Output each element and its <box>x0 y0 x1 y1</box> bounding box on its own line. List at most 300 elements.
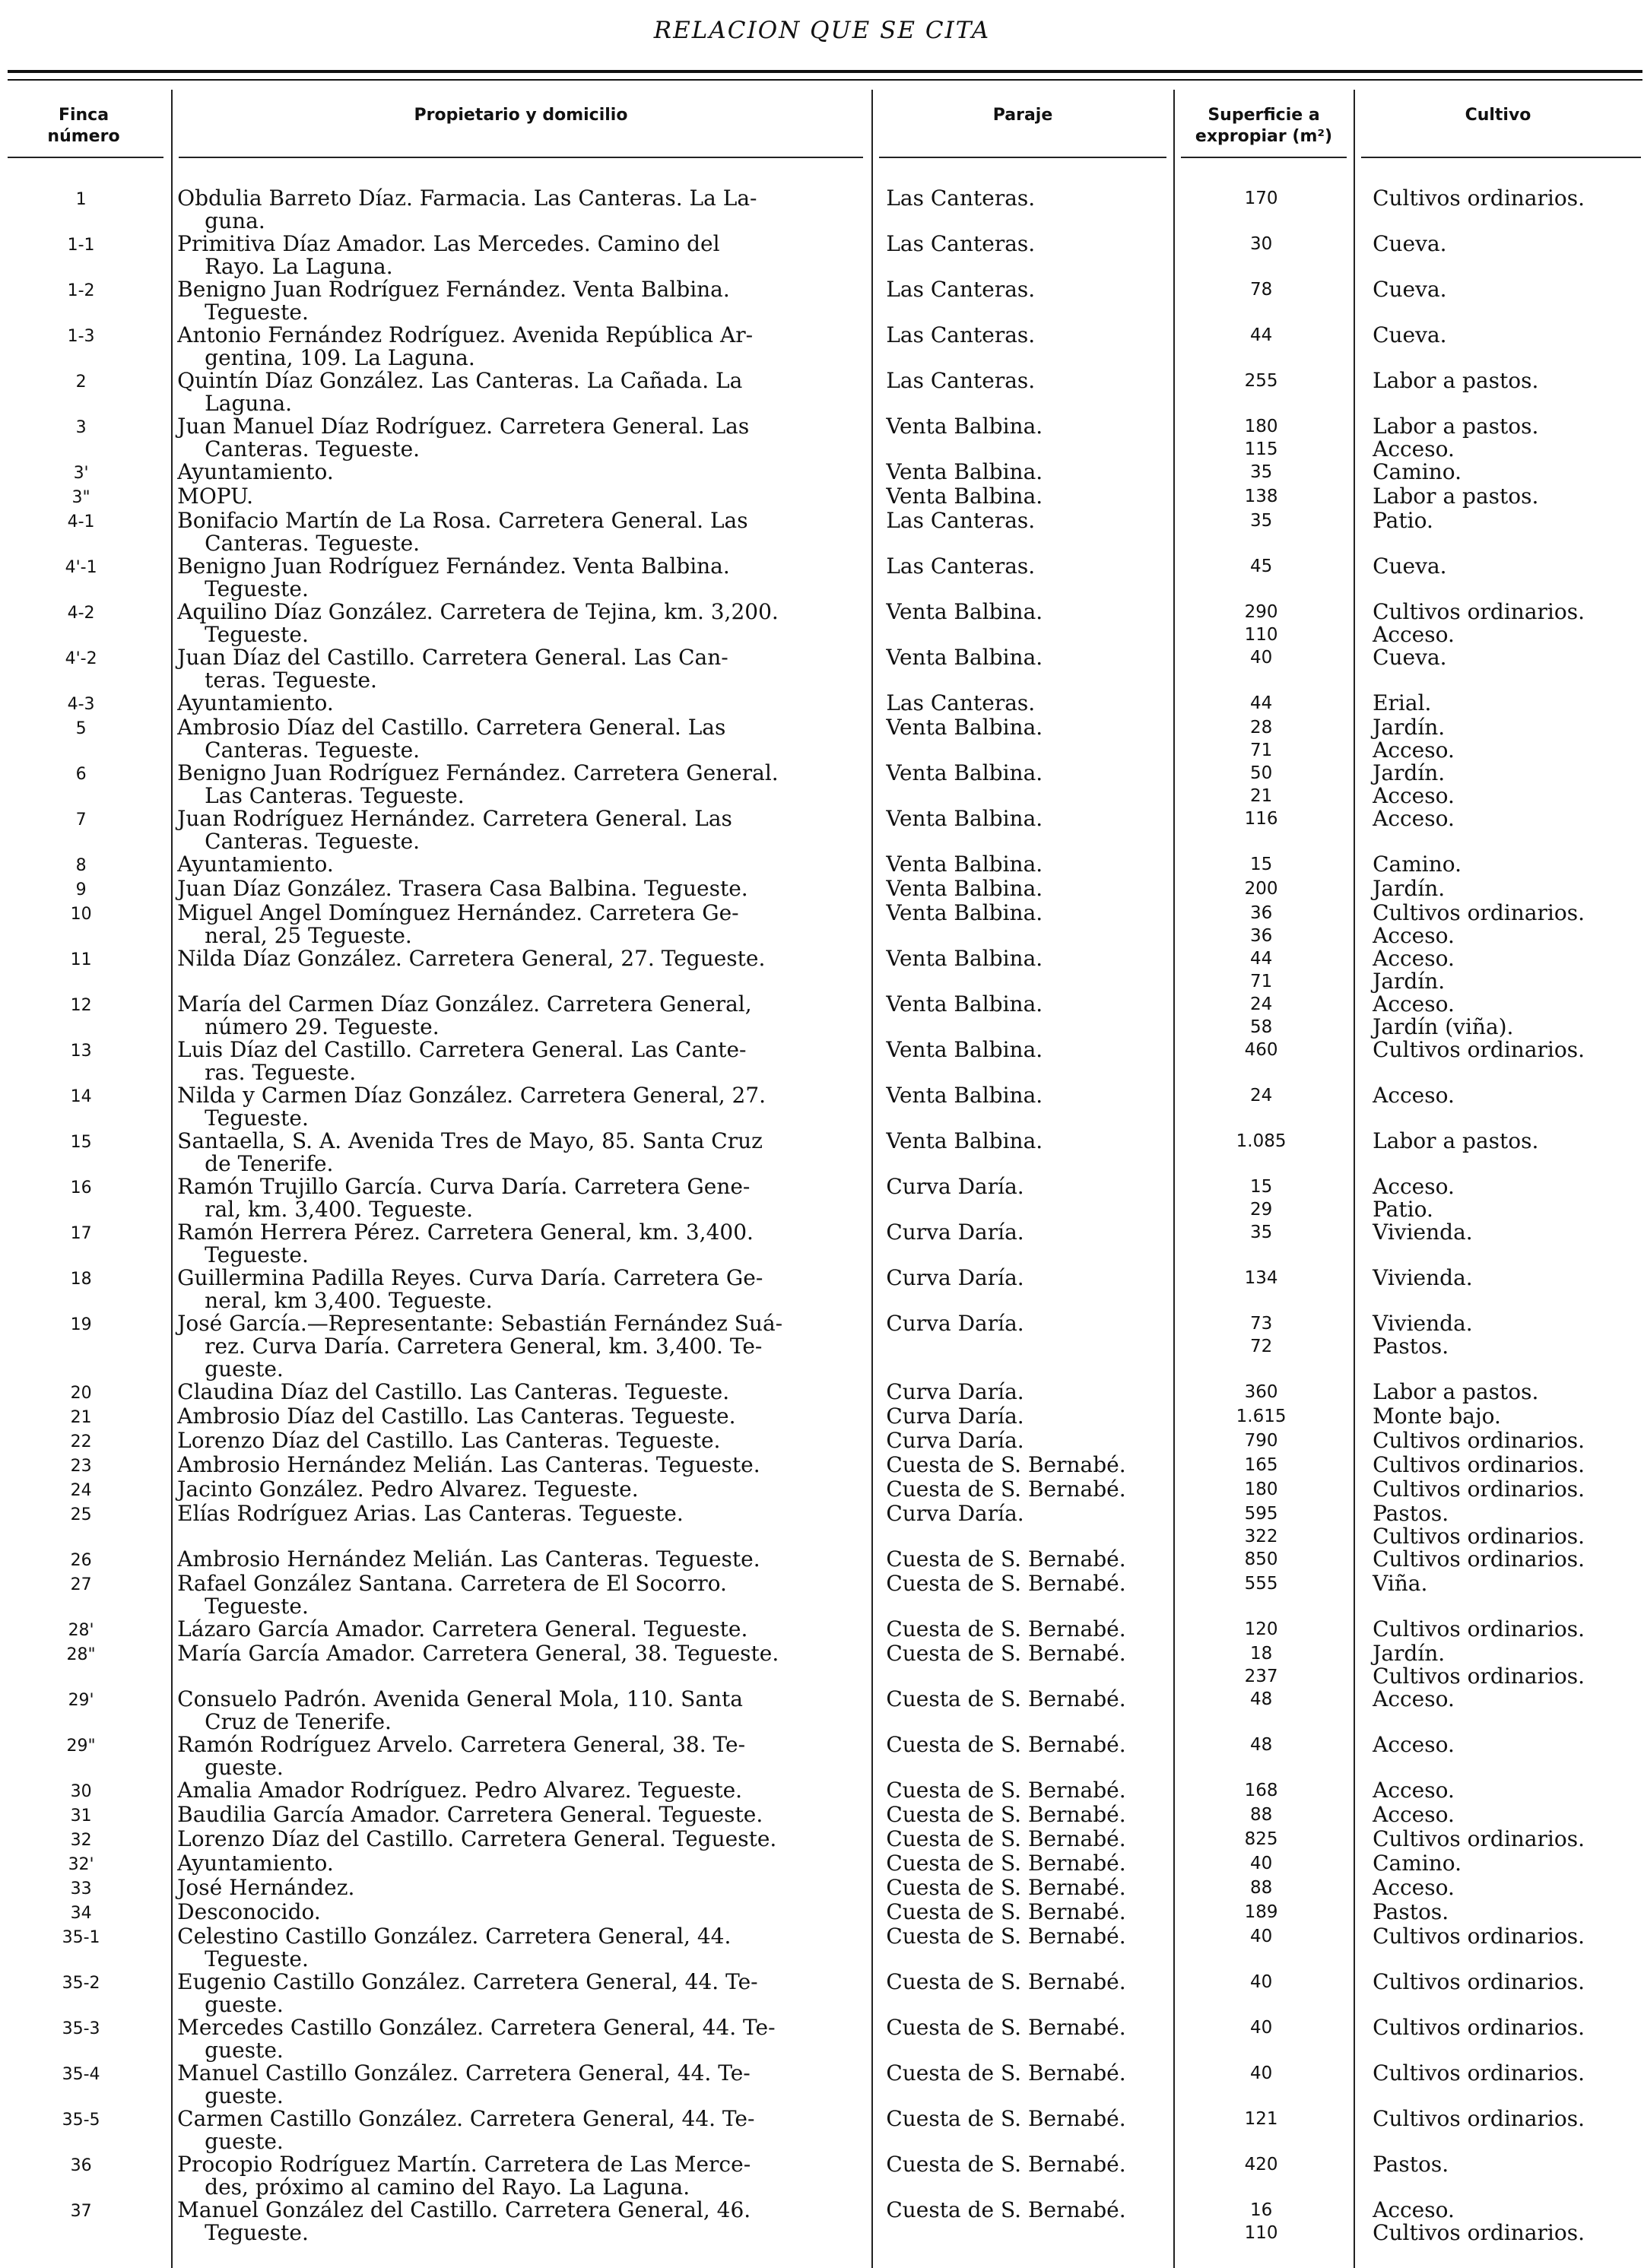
table-row <box>0 555 1644 601</box>
surface-cell <box>1173 187 1350 233</box>
owner-address <box>177 2062 874 2108</box>
surface-cell <box>1173 1130 1350 1175</box>
crop-cell <box>1373 2062 1644 2108</box>
owner-address <box>177 1876 874 1901</box>
owner-address-line: gueste. <box>205 1356 284 1381</box>
finca-number: 1 <box>75 190 87 209</box>
crop-cell <box>1373 1381 1644 1405</box>
surface-cell <box>1173 1454 1350 1478</box>
finca-number: 18 <box>70 1270 92 1289</box>
surface-value: 180 <box>1244 1480 1278 1499</box>
crop-value: Cueva. <box>1373 277 1447 302</box>
surface-value: 44 <box>1249 325 1273 345</box>
crop-cell <box>1373 2199 1644 2244</box>
crop-value: Acceso. <box>1373 923 1455 948</box>
finca-number: 1-1 <box>67 236 95 255</box>
surface-value: 255 <box>1244 371 1278 391</box>
surface-cell <box>1173 1572 1350 1618</box>
paraje-cell: Cuesta de S. Bernabé. <box>886 1802 1126 1827</box>
owner-address <box>177 187 874 233</box>
surface-cell <box>1173 1039 1350 1084</box>
surface-cell <box>1173 461 1350 485</box>
crop-cell <box>1373 1478 1644 1502</box>
table-row <box>0 187 1644 233</box>
crop-cell <box>1373 1642 1644 1688</box>
surface-cell <box>1173 993 1350 1039</box>
surface-cell <box>1173 509 1350 555</box>
table-row <box>0 1221 1644 1267</box>
crop-value: Cultivos ordinarios. <box>1373 1616 1585 1642</box>
paraje-cell: Curva Daría. <box>886 1265 1024 1290</box>
table-row <box>0 1925 1644 1971</box>
surface-value: 40 <box>1249 2018 1273 2038</box>
finca-number: 21 <box>70 1408 92 1427</box>
header-underline <box>8 157 163 158</box>
owner-address-line: Manuel Castillo González. Carretera General, 44. Te- <box>177 2060 751 2086</box>
owner-address <box>177 1852 874 1876</box>
owner-address <box>177 902 874 947</box>
surface-value: 18 <box>1249 1644 1273 1664</box>
crop-value: Cultivos ordinarios. <box>1373 1826 1585 1851</box>
owner-address <box>177 716 874 762</box>
paraje-cell: Curva Daría. <box>886 1379 1024 1404</box>
paraje-cell: Las Canteras. <box>886 231 1036 256</box>
table-row <box>0 1429 1644 1454</box>
table-row <box>0 762 1644 807</box>
finca-number: 4'-2 <box>65 649 97 668</box>
owner-address-line: Consuelo Padrón. Avenida General Mola, 110. Santa <box>177 1686 743 1711</box>
finca-number: 28' <box>68 1621 94 1640</box>
surface-cell <box>1173 692 1350 716</box>
crop-cell <box>1373 646 1644 692</box>
surface-cell <box>1173 1642 1350 1688</box>
paraje-cell: Venta Balbina. <box>886 946 1043 971</box>
surface-value: 322 <box>1244 1527 1278 1546</box>
header-underline <box>1361 157 1641 158</box>
crop-cell <box>1373 947 1644 993</box>
finca-number: 35-2 <box>62 1974 100 1993</box>
crop-value: Erial. <box>1373 690 1432 715</box>
crop-cell <box>1373 415 1644 461</box>
surface-value: 116 <box>1244 809 1278 829</box>
surface-value: 40 <box>1249 1972 1273 1992</box>
paraje-cell: Cuesta de S. Bernabé. <box>886 2197 1126 2222</box>
owner-address-line: Tegueste. <box>205 2220 309 2245</box>
header-superficie-line1: Superficie a <box>1208 106 1320 125</box>
owner-address-line: número 29. Tegueste. <box>205 1014 440 1039</box>
surface-value: 88 <box>1249 1878 1273 1898</box>
paraje-cell: Venta Balbina. <box>886 852 1043 877</box>
crop-cell <box>1373 1175 1644 1221</box>
owner-address <box>177 1502 874 1548</box>
owner-address-line: Nilda Díaz González. Carretera General, 27. Tegueste. <box>177 946 766 971</box>
crop-cell <box>1373 877 1644 902</box>
surface-cell <box>1173 1779 1350 1803</box>
paraje-cell: Venta Balbina. <box>886 1128 1043 1153</box>
crop-value: Acceso. <box>1373 1732 1455 1757</box>
owner-address-line: Laguna. <box>205 391 293 416</box>
paraje-cell: Venta Balbina. <box>886 806 1043 831</box>
owner-address <box>177 324 874 370</box>
owner-address-line: Antonio Fernández Rodríguez. Avenida República Ar- <box>177 322 754 347</box>
crop-cell <box>1373 1130 1644 1175</box>
owner-address <box>177 2199 874 2244</box>
crop-value: Acceso. <box>1373 1875 1455 1900</box>
owner-address-line: Lorenzo Díaz del Castillo. Carretera General. Tegueste. <box>177 1826 777 1851</box>
owner-address <box>177 485 874 509</box>
crop-value: Jardín. <box>1373 1641 1446 1666</box>
paraje-cell: Las Canteras. <box>886 186 1036 211</box>
crop-value: Cueva. <box>1373 231 1447 256</box>
owner-address-line: gueste. <box>205 2083 284 2108</box>
paraje-cell: Curva Daría. <box>886 1501 1024 1526</box>
owner-address-line: Ayuntamiento. <box>177 459 334 484</box>
surface-cell <box>1173 1876 1350 1901</box>
owner-address <box>177 370 874 415</box>
surface-value: 420 <box>1244 2155 1278 2174</box>
owner-address-line: Nilda y Carmen Díaz González. Carretera General, 27. <box>177 1083 766 1108</box>
finca-number: 3" <box>71 488 90 507</box>
surface-cell <box>1173 762 1350 807</box>
surface-cell <box>1173 1405 1350 1429</box>
finca-number: 37 <box>70 2202 92 2221</box>
paraje-cell: Cuesta de S. Bernabé. <box>886 1778 1126 1803</box>
table-row <box>0 2153 1644 2199</box>
owner-address-line: MOPU. <box>177 484 254 509</box>
owner-address-line: Cruz de Tenerife. <box>205 1709 392 1734</box>
owner-address-line: Tegueste. <box>205 1242 309 1267</box>
finca-number: 1-2 <box>67 281 95 300</box>
crop-cell <box>1373 1688 1644 1734</box>
finca-number: 32' <box>68 1855 94 1874</box>
finca-number: 29" <box>66 1737 96 1756</box>
surface-cell <box>1173 877 1350 902</box>
paraje-cell: Venta Balbina. <box>886 414 1043 439</box>
owner-address-line: Ambrosio Hernández Melián. Las Canteras. Tegueste. <box>177 1452 760 1477</box>
crop-value: Jardín. <box>1373 969 1446 994</box>
surface-value: 595 <box>1244 1504 1278 1524</box>
finca-number: 23 <box>70 1457 92 1476</box>
paraje-cell: Venta Balbina. <box>886 459 1043 484</box>
owner-address-line: Lorenzo Díaz del Castillo. Las Canteras. Tegueste. <box>177 1428 721 1453</box>
table-row <box>0 2199 1644 2244</box>
owner-address-line: Las Canteras. Tegueste. <box>205 783 465 808</box>
owner-address-line: María García Amador. Carretera General, 38. Tegueste. <box>177 1641 779 1666</box>
surface-value: 850 <box>1244 1550 1278 1569</box>
surface-cell <box>1173 2062 1350 2108</box>
table-row <box>0 1642 1644 1688</box>
crop-cell <box>1373 1925 1644 1971</box>
paraje-cell: Venta Balbina. <box>886 991 1043 1017</box>
finca-number: 4'-1 <box>65 558 97 577</box>
crop-value: Acceso. <box>1373 806 1455 831</box>
header-underline <box>179 157 863 158</box>
surface-cell <box>1173 1828 1350 1852</box>
crop-value: Acceso. <box>1373 436 1455 462</box>
owner-address <box>177 1405 874 1429</box>
surface-cell <box>1173 947 1350 993</box>
surface-value: 40 <box>1249 1927 1273 1946</box>
table-row <box>0 1779 1644 1803</box>
owner-address-line: Ambrosio Díaz del Castillo. Carretera General. Las <box>177 715 726 740</box>
crop-value: Viña. <box>1373 1571 1428 1596</box>
finca-number: 4-2 <box>67 604 95 623</box>
crop-cell <box>1373 1901 1644 1925</box>
owner-address <box>177 646 874 692</box>
owner-address-line: Ramón Trujillo García. Curva Daría. Carretera Gene- <box>177 1174 751 1199</box>
owner-address-line: Quintín Díaz González. Las Canteras. La Cañada. La <box>177 368 743 393</box>
header-superficie <box>1177 105 1350 147</box>
owner-address-line: Ramón Rodríguez Arvelo. Carretera General, 38. Te- <box>177 1732 746 1757</box>
owner-address-line: Ambrosio Hernández Melián. Las Canteras. Tegueste. <box>177 1546 760 1572</box>
finca-number: 4-1 <box>67 512 95 531</box>
paraje-cell: Cuesta de S. Bernabé. <box>886 1477 1126 1502</box>
paraje-cell: Cuesta de S. Bernabé. <box>886 2106 1126 2131</box>
surface-value: 1.085 <box>1236 1131 1287 1151</box>
owner-address-line: gueste. <box>205 2038 284 2063</box>
table-row <box>0 1548 1644 1572</box>
surface-value: 360 <box>1244 1382 1278 1402</box>
finca-number: 5 <box>75 719 87 738</box>
surface-cell <box>1173 324 1350 370</box>
crop-value: Jardín. <box>1373 715 1446 740</box>
crop-value: Acceso. <box>1373 946 1455 971</box>
table-row <box>0 233 1644 278</box>
surface-value: 36 <box>1249 926 1273 946</box>
table-row <box>0 1381 1644 1405</box>
owner-address-line: ras. Tegueste. <box>205 1060 357 1085</box>
paraje-cell: Curva Daría. <box>886 1428 1024 1453</box>
crop-cell <box>1373 2016 1644 2062</box>
finca-number: 11 <box>70 950 92 969</box>
crop-cell <box>1373 1454 1644 1478</box>
owner-address-line: Lázaro García Amador. Carretera General. Tegueste. <box>177 1616 748 1642</box>
owner-address <box>177 1642 874 1688</box>
crop-cell <box>1373 1548 1644 1572</box>
crop-cell <box>1373 1221 1644 1267</box>
table-row <box>0 415 1644 461</box>
crop-value: Patio. <box>1373 1197 1433 1222</box>
owner-address <box>177 1084 874 1130</box>
owner-address-line: Benigno Juan Rodríguez Fernández. Venta Balbina. <box>177 554 730 579</box>
owner-address-line: gueste. <box>205 1992 284 2017</box>
paraje-cell: Cuesta de S. Bernabé. <box>886 1924 1126 1949</box>
owner-address-line: Amalia Amador Rodríguez. Pedro Alvarez. Tegueste. <box>177 1778 743 1803</box>
owner-address-line: neral, km 3,400. Tegueste. <box>205 1288 493 1313</box>
owner-address <box>177 1312 874 1381</box>
surface-value: 121 <box>1244 2109 1278 2129</box>
crop-cell <box>1373 370 1644 415</box>
surface-value: 165 <box>1244 1455 1278 1475</box>
crop-cell <box>1373 555 1644 601</box>
header-propietario: Propietario y domicilio <box>414 106 628 125</box>
owner-address-line: Juan Díaz González. Trasera Casa Balbina. Tegueste. <box>177 876 748 901</box>
finca-number: 19 <box>70 1315 92 1334</box>
surface-cell <box>1173 1852 1350 1876</box>
crop-value: Cultivos ordinarios. <box>1373 1428 1585 1453</box>
owner-address <box>177 1429 874 1454</box>
finca-number: 10 <box>70 905 92 924</box>
paraje-cell: Cuesta de S. Bernabé. <box>886 1546 1126 1572</box>
crop-cell <box>1373 187 1644 233</box>
crop-value: Cultivos ordinarios. <box>1373 900 1585 925</box>
owner-address-line: neral, 25 Tegueste. <box>205 923 412 948</box>
surface-cell <box>1173 1502 1350 1548</box>
surface-cell <box>1173 807 1350 853</box>
table-row <box>0 509 1644 555</box>
owner-address-line: Tegueste. <box>205 1105 309 1131</box>
crop-value: Patio. <box>1373 508 1433 533</box>
crop-cell <box>1373 1572 1644 1618</box>
surface-cell <box>1173 233 1350 278</box>
crop-value: Acceso. <box>1373 991 1455 1017</box>
finca-number: 14 <box>70 1087 92 1106</box>
crop-value: Acceso. <box>1373 783 1455 808</box>
finca-number: 29' <box>68 1691 94 1710</box>
table-row <box>0 1572 1644 1618</box>
surface-value: 40 <box>1249 1854 1273 1873</box>
table-row <box>0 807 1644 853</box>
paraje-cell: Venta Balbina. <box>886 484 1043 509</box>
table-row <box>0 1312 1644 1381</box>
surface-cell <box>1173 1971 1350 2016</box>
owner-address <box>177 1221 874 1267</box>
finca-number: 34 <box>70 1904 92 1923</box>
owner-address-line: Canteras. Tegueste. <box>205 436 421 462</box>
table-row <box>0 1828 1644 1852</box>
surface-cell <box>1173 2199 1350 2244</box>
owner-address <box>177 1039 874 1084</box>
finca-number: 36 <box>70 2156 92 2175</box>
paraje-cell: Las Canteras. <box>886 322 1036 347</box>
table-row <box>0 324 1644 370</box>
top-rule <box>8 70 1642 73</box>
owner-address-line: Ambrosio Díaz del Castillo. Las Canteras. Tegueste. <box>177 1404 736 1429</box>
owner-address-line: gueste. <box>205 2129 284 2154</box>
owner-address-line: Desconocido. <box>177 1899 321 1924</box>
crop-value: Pastos. <box>1373 2152 1449 2177</box>
surface-cell <box>1173 1901 1350 1925</box>
finca-number: 33 <box>70 1879 92 1898</box>
paraje-cell: Cuesta de S. Bernabé. <box>886 1616 1126 1642</box>
crop-value: Cueva. <box>1373 322 1447 347</box>
header-finca-line1: Finca <box>58 106 109 125</box>
paraje-cell: Cuesta de S. Bernabé. <box>886 1851 1126 1876</box>
owner-address-line: María del Carmen Díaz González. Carretera General, <box>177 991 752 1017</box>
paraje-cell: Cuesta de S. Bernabé. <box>886 2060 1126 2086</box>
table-row <box>0 947 1644 993</box>
crop-cell <box>1373 902 1644 947</box>
table-body <box>0 187 1644 2244</box>
table-row <box>0 877 1644 902</box>
owner-address <box>177 233 874 278</box>
paraje-cell: Cuesta de S. Bernabé. <box>886 1571 1126 1596</box>
owner-address <box>177 1381 874 1405</box>
surface-value: 48 <box>1249 1689 1273 1709</box>
crop-value: Acceso. <box>1373 1174 1455 1199</box>
owner-address <box>177 762 874 807</box>
surface-cell <box>1173 1267 1350 1312</box>
surface-value: 15 <box>1249 1177 1273 1197</box>
crop-value: Pastos. <box>1373 1899 1449 1924</box>
finca-number: 4-3 <box>67 695 95 714</box>
header-paraje: Paraje <box>992 106 1053 125</box>
surface-value: 71 <box>1249 741 1273 760</box>
crop-value: Cultivos ordinarios. <box>1373 1969 1585 1994</box>
crop-value: Cultivos ordinarios. <box>1373 2220 1585 2245</box>
surface-value: 40 <box>1249 2063 1273 2083</box>
finca-number: 24 <box>70 1481 92 1500</box>
surface-value: 28 <box>1249 718 1273 737</box>
surface-value: 825 <box>1244 1829 1278 1849</box>
owner-address <box>177 993 874 1039</box>
owner-address-line: José Hernández. <box>177 1875 355 1900</box>
finca-number: 7 <box>75 810 87 829</box>
owner-address-line: Aquilino Díaz González. Carretera de Tejina, km. 3,200. <box>177 599 779 624</box>
surface-cell <box>1173 646 1350 692</box>
owner-address-line: Claudina Díaz del Castillo. Las Canteras. Tegueste. <box>177 1379 730 1404</box>
crop-cell <box>1373 716 1644 762</box>
surface-value: 790 <box>1244 1431 1278 1451</box>
surface-cell <box>1173 278 1350 324</box>
owner-address <box>177 1803 874 1828</box>
crop-cell <box>1373 1405 1644 1429</box>
header-underline <box>1181 157 1347 158</box>
crop-cell <box>1373 762 1644 807</box>
crop-value: Monte bajo. <box>1373 1404 1501 1429</box>
crop-value: Camino. <box>1373 459 1462 484</box>
crop-value: Cultivos ordinarios. <box>1373 2106 1585 2131</box>
crop-value: Pastos. <box>1373 1334 1449 1359</box>
paraje-cell: Venta Balbina. <box>886 760 1043 785</box>
crop-value: Pastos. <box>1373 1501 1449 1526</box>
crop-value: Cultivos ordinarios. <box>1373 2060 1585 2086</box>
finca-number: 25 <box>70 1505 92 1524</box>
surface-value: 460 <box>1244 1040 1278 1060</box>
crop-value: Cultivos ordinarios. <box>1373 1037 1585 1062</box>
surface-value: 50 <box>1249 763 1273 783</box>
paraje-cell: Venta Balbina. <box>886 715 1043 740</box>
surface-cell <box>1173 1221 1350 1267</box>
surface-cell <box>1173 1478 1350 1502</box>
owner-address-line: des, próximo al camino del Rayo. La Laguna. <box>205 2174 690 2200</box>
owner-address-line: Canteras. Tegueste. <box>205 737 421 763</box>
surface-cell <box>1173 1548 1350 1572</box>
owner-address-line: de Tenerife. <box>205 1151 334 1176</box>
owner-address <box>177 692 874 716</box>
surface-cell <box>1173 370 1350 415</box>
crop-cell <box>1373 993 1644 1039</box>
crop-value: Cultivos ordinarios. <box>1373 599 1585 624</box>
surface-value: 78 <box>1249 280 1273 300</box>
table-row <box>0 1084 1644 1130</box>
paraje-cell: Curva Daría. <box>886 1311 1024 1336</box>
finca-number: 15 <box>70 1133 92 1152</box>
crop-cell <box>1373 1734 1644 1779</box>
surface-cell <box>1173 1618 1350 1642</box>
crop-cell <box>1373 1429 1644 1454</box>
paraje-cell: Cuesta de S. Bernabé. <box>886 2152 1126 2177</box>
owner-address <box>177 1828 874 1852</box>
owner-address <box>177 1175 874 1221</box>
table-row <box>0 485 1644 509</box>
crop-cell <box>1373 1852 1644 1876</box>
paraje-cell: Venta Balbina. <box>886 1037 1043 1062</box>
crop-cell <box>1373 1803 1644 1828</box>
surface-value: 58 <box>1249 1017 1273 1037</box>
table-row <box>0 2016 1644 2062</box>
finca-number: 9 <box>75 880 87 899</box>
